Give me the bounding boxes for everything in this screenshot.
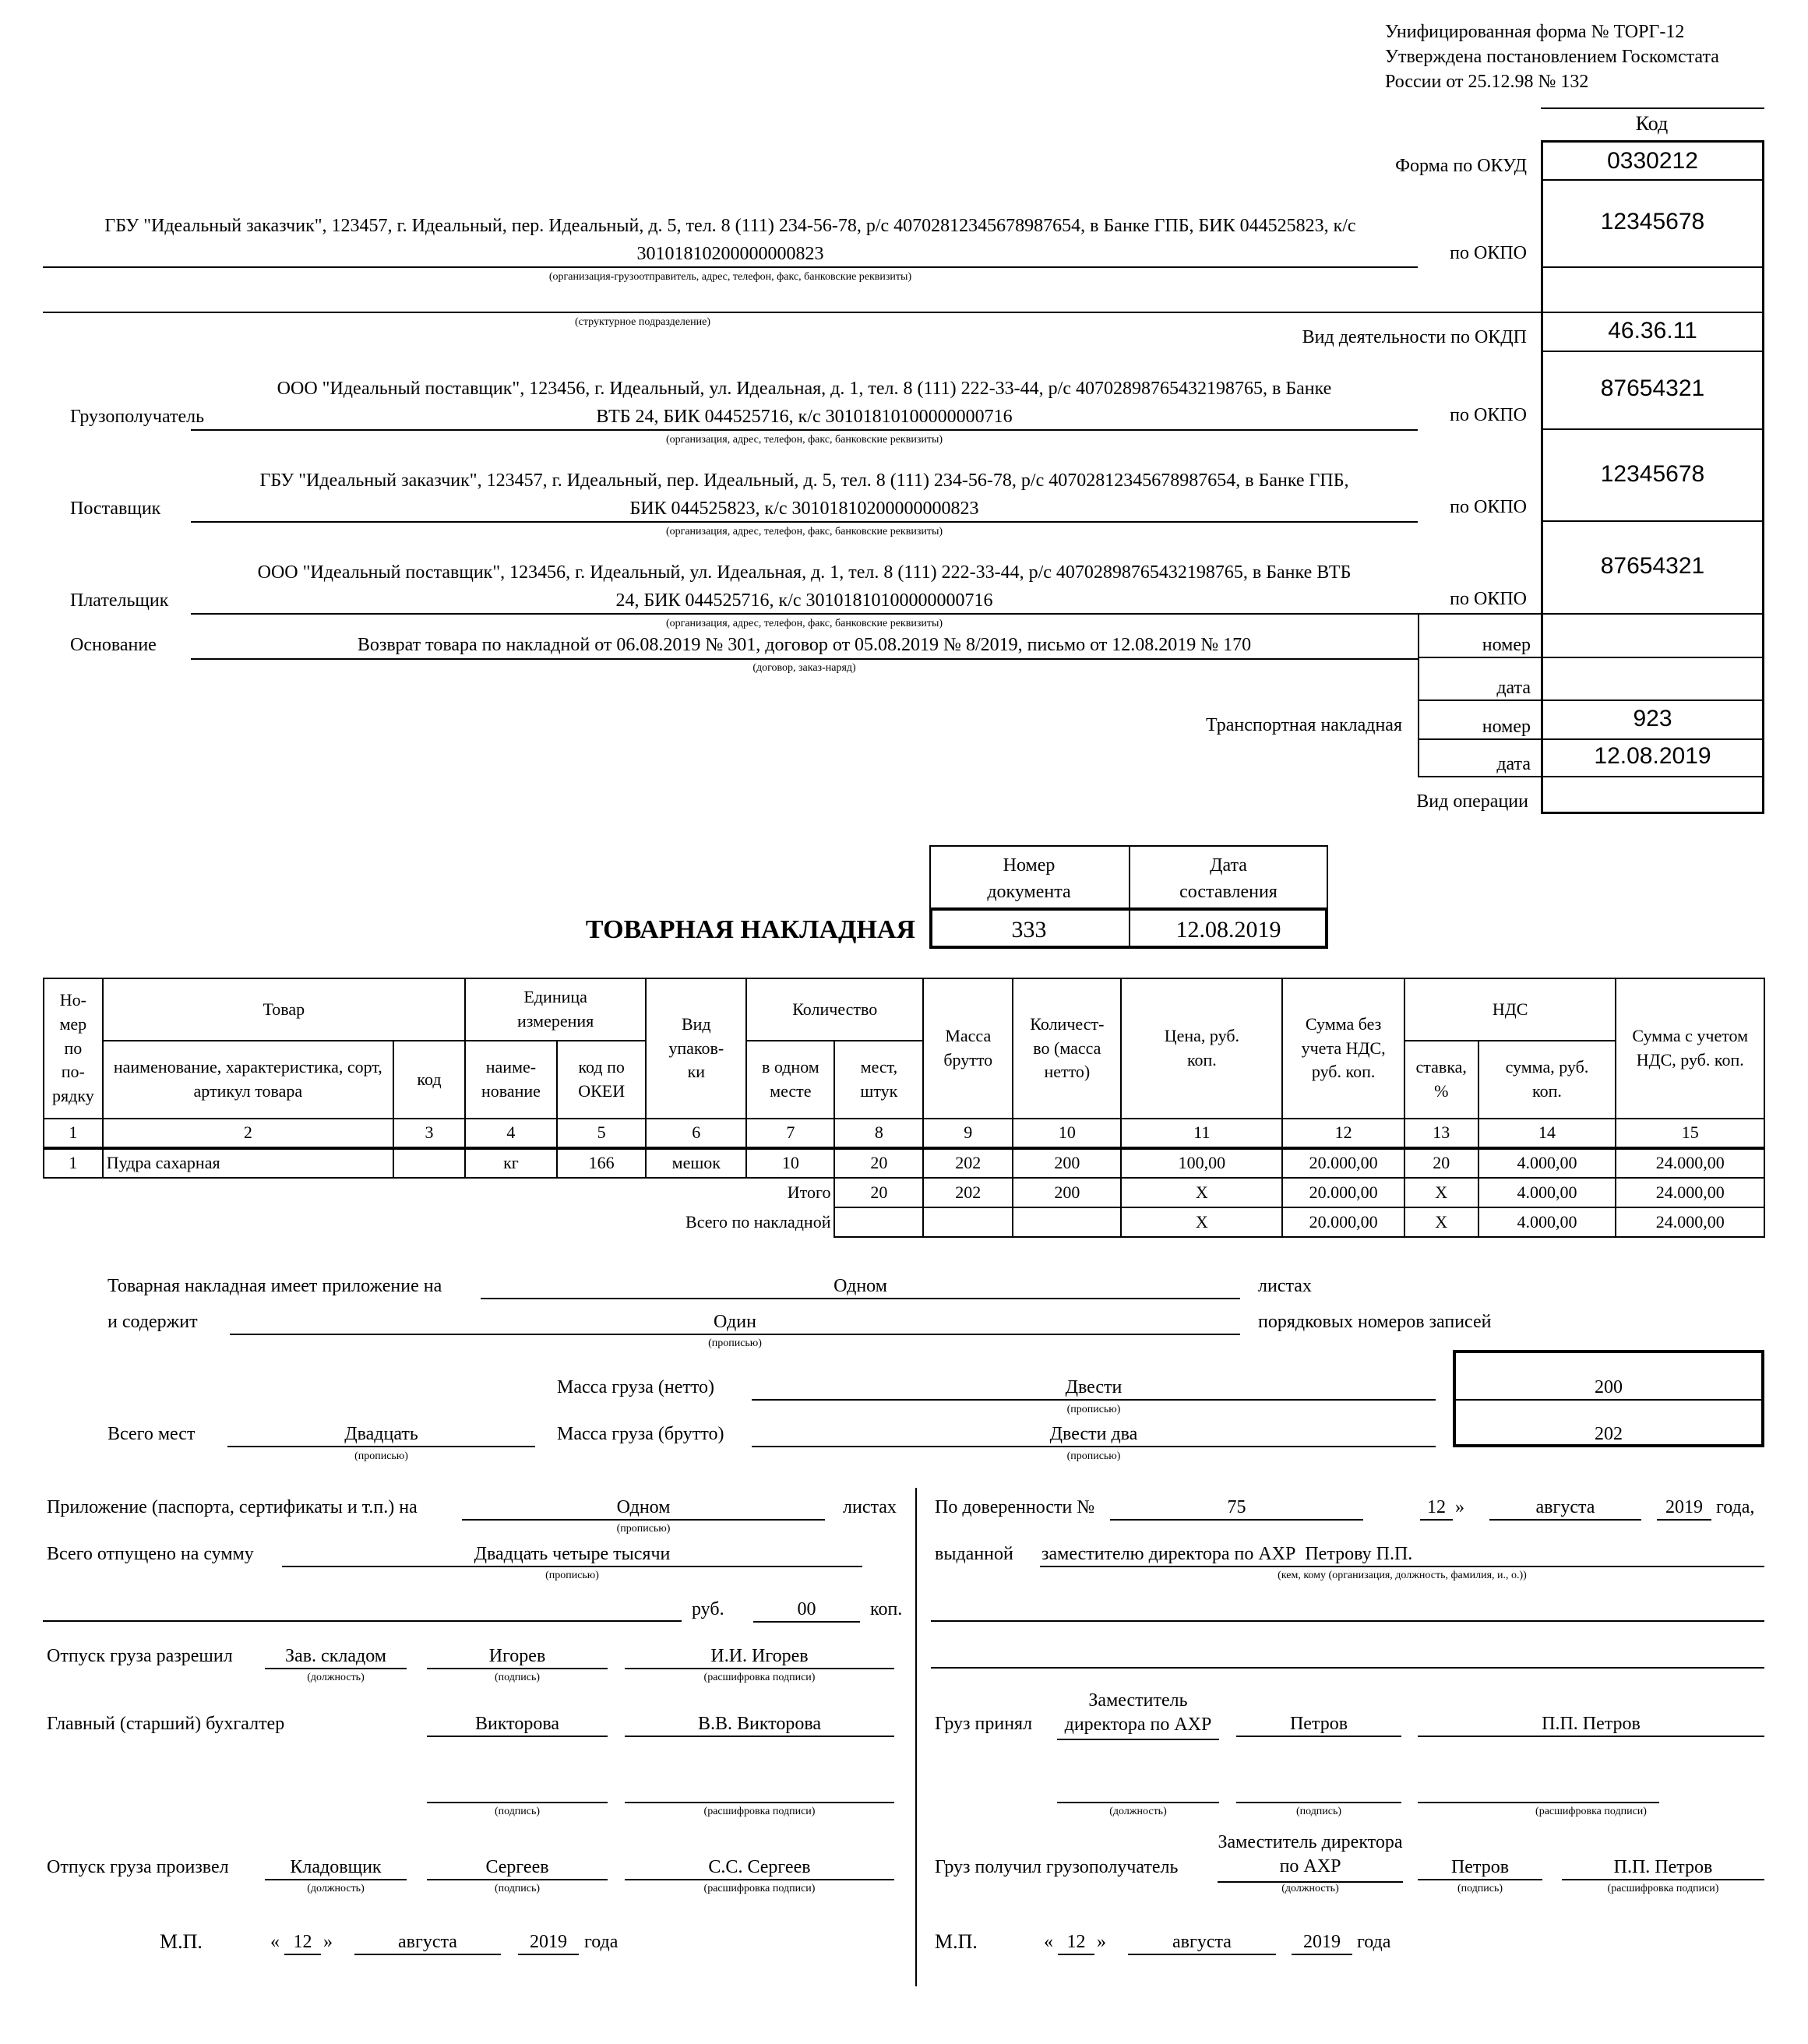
caption-position: (должность) [1109, 1806, 1167, 1817]
accountant-label: Главный (старший) бухгалтер [47, 1714, 285, 1734]
attachment-value: Одном [462, 1497, 825, 1521]
row-packing: мешок [646, 1148, 746, 1178]
supplier-text-2: БИК 044525823, к/с 30101810200000000823 [629, 499, 979, 519]
stamp-place: М.П. [160, 1930, 203, 1953]
itogo-sum: 20.000,00 [1282, 1178, 1404, 1207]
code-divider [1541, 179, 1764, 181]
okpo-consignee-value: 87654321 [1600, 375, 1705, 401]
received-signature: Петров [1418, 1857, 1542, 1880]
okud-value: 0330212 [1607, 148, 1698, 174]
okud-label: Форма по ОКУД [1395, 156, 1527, 176]
payer-line [191, 613, 1418, 615]
code-divider [1541, 776, 1764, 777]
transport-date-label: дата [1496, 754, 1531, 774]
header-number: Но- мер по по- рядку [44, 978, 103, 1119]
okpo-payer-value: 87654321 [1600, 553, 1705, 579]
caption-signature: (подпись) [1295, 1806, 1342, 1817]
accepted-name: П.П. Петров [1418, 1714, 1764, 1737]
signature-divider [915, 1488, 917, 1986]
colnum: 4 [465, 1119, 557, 1148]
transport-label: Транспортная накладная [1206, 715, 1402, 735]
payer-label: Плательщик [70, 590, 169, 611]
code-divider [1541, 700, 1764, 701]
issued-extra-line [931, 1620, 1764, 1622]
gross-mass-caption: (прописью) [1066, 1450, 1121, 1462]
date-month: августа [354, 1932, 501, 1955]
caption-signature: (подпись) [1457, 1883, 1503, 1894]
table-header-row [44, 978, 1764, 1041]
sign-line [427, 1802, 608, 1803]
caption-position: (должность) [1281, 1883, 1339, 1894]
net-mass-words: Двести [752, 1377, 1436, 1401]
rub-label: руб. [692, 1599, 724, 1619]
okpo-label: по ОКПО [1450, 243, 1527, 263]
okpo-label: по ОКПО [1450, 589, 1527, 609]
net-mass-label: Масса груза (нетто) [557, 1377, 715, 1397]
code-divider [1541, 312, 1764, 313]
made-position: Кладовщик [265, 1857, 407, 1880]
okpo-label: по ОКПО [1450, 497, 1527, 517]
kop-label: коп. [870, 1599, 903, 1619]
mass-box-divider [1453, 1399, 1764, 1401]
itogo-total: 24.000,00 [1616, 1178, 1764, 1207]
caption-signature: (подпись) [494, 1672, 541, 1683]
vsego-label: Всего по накладной [685, 1211, 831, 1232]
code-divider [1541, 351, 1764, 352]
shipper-text-1: ГБУ "Идеальный заказчик", 123457, г. Идеальный, пер. Идеальный, д. 5, тел. 8 (111) 234-56-78, р/с 40702812345678987654, в Банке ГПБ, БИК 044525823, к/с [104, 216, 1356, 236]
received-label: Груз получил грузополучатель [935, 1857, 1179, 1877]
kop-value: 00 [753, 1599, 860, 1623]
header-quantity: Количество [746, 978, 923, 1041]
received-position: Заместитель директора по АХР [1218, 1831, 1403, 1883]
code-divider [1541, 428, 1764, 430]
colnum: 2 [103, 1119, 393, 1148]
transport-number-value: 923 [1633, 706, 1672, 731]
form-header-line2: Утверждена постановлением Госкомстата [1385, 47, 1719, 67]
poa-day: 12 [1420, 1497, 1453, 1521]
row-price: 100,00 [1121, 1148, 1282, 1178]
colnum: 3 [393, 1119, 465, 1148]
code-divider [1541, 738, 1764, 740]
date-day: 12 [1058, 1932, 1094, 1955]
row-vat-rate: 20 [1404, 1148, 1478, 1178]
caption-position: (должность) [307, 1883, 365, 1894]
attachment-sheets: листах [843, 1497, 897, 1517]
header-okei: код по ОКЕИ [557, 1041, 646, 1119]
colnum: 1 [44, 1119, 103, 1148]
sign-line [1418, 1802, 1659, 1803]
basis-line [191, 658, 1418, 660]
row-name: Пудра сахарная [103, 1148, 393, 1178]
issued-value: заместителю директора по АХР Петрову П.П. [1040, 1544, 1764, 1567]
allowed-name: И.И. Игорев [625, 1646, 894, 1669]
row-net: 200 [1013, 1148, 1121, 1178]
colnum: 5 [557, 1119, 646, 1148]
allowed-position: Зав. складом [265, 1646, 407, 1669]
caption-decode: (расшифровка подписи) [703, 1672, 816, 1683]
header-packing: Вид упаков- ки [646, 978, 746, 1119]
okdp-label: Вид деятельности по ОКДП [1302, 327, 1527, 347]
shipper-line [43, 266, 1418, 268]
gross-mass-number: 202 [1595, 1424, 1623, 1444]
doc-number-header: Номер документа [987, 855, 1071, 902]
appendix-value: Одном [481, 1276, 1240, 1299]
contains-caption: (прописью) [708, 1337, 762, 1349]
goods-table [43, 978, 1765, 1238]
doc-date-header: Дата составления [1179, 855, 1278, 902]
caption-decode: (расшифровка подписи) [703, 1883, 816, 1894]
header-vat-rate: ставка, % [1404, 1041, 1478, 1119]
itogo-row [44, 1178, 1764, 1207]
attachment-caption: (прописью) [616, 1523, 671, 1535]
attachment-label: Приложение (паспорта, сертификаты и т.п.) на [47, 1497, 418, 1517]
vsego-vat-sum: 4.000,00 [1478, 1207, 1616, 1237]
poa-number: 75 [1110, 1497, 1363, 1521]
gross-mass-words: Двести два [752, 1424, 1436, 1447]
column-numbers-row [44, 1119, 1764, 1148]
stamp-place: М.П. [935, 1930, 978, 1953]
shipper-text-2: 30101810200000000823 [636, 244, 824, 264]
vsego-sum: 20.000,00 [1282, 1207, 1404, 1237]
date-year-label: года [584, 1932, 619, 1952]
subbox-divider [1418, 657, 1542, 658]
allowed-label: Отпуск груза разрешил [47, 1646, 233, 1666]
itogo-gross: 202 [923, 1178, 1013, 1207]
colnum: 7 [746, 1119, 834, 1148]
itogo-vat-rate: X [1404, 1178, 1478, 1207]
vsego-price: X [1121, 1207, 1282, 1237]
places-label: Всего мест [107, 1424, 196, 1444]
sign-line [1057, 1802, 1219, 1803]
consignee-line [191, 429, 1418, 431]
row-qty-places: 20 [834, 1148, 923, 1178]
vsego-gross [923, 1207, 1013, 1237]
supplier-caption: (организация, адрес, телефон, факс, банковские реквизиты) [665, 526, 943, 537]
gross-mass-label: Масса груза (брутто) [557, 1424, 724, 1444]
vsego-row [44, 1207, 1764, 1237]
basis-caption: (договор, заказ-наряд) [752, 662, 856, 674]
colnum: 8 [834, 1119, 923, 1148]
code-title: Код [1635, 112, 1669, 135]
payer-text-1: ООО "Идеальный поставщик", 123456, г. Идеальный, ул. Идеальная, д. 1, тел. 8 (111) 222-33-44, р/с 40702898765432198765, в Банке ВТБ [257, 562, 1352, 583]
date-year: 2019 [1292, 1932, 1352, 1955]
net-mass-number: 200 [1595, 1377, 1623, 1397]
itogo-places: 20 [834, 1178, 923, 1207]
appendix-sheets: листах [1258, 1276, 1312, 1296]
date-month: августа [1128, 1932, 1276, 1955]
itogo-label: Итого [787, 1182, 831, 1203]
itogo-vat-sum: 4.000,00 [1478, 1178, 1616, 1207]
poa-year: 2019 [1657, 1497, 1711, 1521]
sign-line [625, 1802, 894, 1803]
net-mass-caption: (прописью) [1066, 1404, 1121, 1415]
poa-label: По доверенности № [935, 1497, 1095, 1517]
table-subheader-row [44, 1041, 1764, 1119]
accountant-name: В.В. Викторова [625, 1714, 894, 1737]
consignee-text-1: ООО "Идеальный поставщик", 123456, г. Идеальный, ул. Идеальная, д. 1, тел. 8 (111) 222-33-44, р/с 40702898765432198765, в Банке [277, 379, 1332, 399]
consignee-text-2: ВТБ 24, БИК 044525716, к/с 30101810100000000716 [596, 407, 1013, 427]
basis-number-label: номер [1482, 635, 1531, 655]
caption-signature: (подпись) [494, 1883, 541, 1894]
accepted-position: Заместитель директора по АХР [1057, 1689, 1219, 1740]
caption-position: (должность) [307, 1672, 365, 1683]
header-unit: Единица измерения [465, 978, 646, 1041]
transport-number-label: номер [1482, 717, 1531, 737]
header-gross: Масса брутто [923, 978, 1013, 1119]
row-okei: 166 [557, 1148, 646, 1178]
colnum: 10 [1013, 1119, 1121, 1148]
division-caption: (структурное подразделение) [574, 316, 710, 328]
contains-label: и содержит [107, 1312, 198, 1332]
accepted-label: Груз принял [935, 1714, 1033, 1734]
issued-label: выданной [935, 1544, 1013, 1564]
caption-decode: (расшифровка подписи) [1535, 1806, 1647, 1817]
caption-decode: (расшифровка подписи) [1607, 1883, 1719, 1894]
vsego-vat-rate: X [1404, 1207, 1478, 1237]
form-header-line3: России от 25.12.98 № 132 [1385, 72, 1589, 92]
issued-caption: (кем, кому (организация, должность, фамилия, и., о.)) [1278, 1570, 1527, 1581]
basis-label: Основание [70, 635, 157, 655]
accountant-signature: Викторова [427, 1714, 608, 1737]
header-unit-name: наиме- нование [465, 1041, 557, 1119]
header-sum-novat: Сумма без учета НДС, руб. коп. [1282, 978, 1404, 1119]
supplier-line [191, 521, 1418, 523]
colnum: 11 [1121, 1119, 1282, 1148]
header-qty-one: в одном месте [746, 1041, 834, 1119]
row-gross: 202 [923, 1148, 1013, 1178]
payer-text-2: 24, БИК 044525716, к/с 30101810100000000716 [615, 590, 993, 611]
colnum: 12 [1282, 1119, 1404, 1148]
okdp-value: 46.36.11 [1608, 318, 1697, 344]
okpo-shipper-value: 12345678 [1600, 209, 1705, 234]
issued-extra-line [931, 1667, 1764, 1669]
subbox-divider [1418, 738, 1542, 740]
itogo-price: X [1121, 1178, 1282, 1207]
code-divider [1541, 520, 1764, 522]
allowed-signature: Игорев [427, 1646, 608, 1669]
operation-label: Вид операции [1416, 791, 1528, 812]
header-vat-sum: сумма, руб. коп. [1478, 1041, 1616, 1119]
caption-decode: (расшифровка подписи) [703, 1806, 816, 1817]
places-value: Двадцать [227, 1424, 535, 1447]
made-name: С.С. Сергеев [625, 1857, 894, 1880]
row-unit: кг [465, 1148, 557, 1178]
code-divider [1541, 613, 1764, 615]
header-goods: Товар [103, 978, 465, 1041]
supplier-text-1: ГБУ "Идеальный заказчик", 123457, г. Идеальный, пер. Идеальный, д. 5, тел. 8 (111) 234-56-78, р/с 40702812345678987654, в Банке ГПБ, [259, 470, 1349, 491]
code-divider [1541, 657, 1764, 658]
division-line [43, 312, 1541, 313]
row-sum: 20.000,00 [1282, 1148, 1404, 1178]
header-vat: НДС [1404, 978, 1616, 1041]
code-top-line [1541, 107, 1764, 109]
doc-number: 333 [1011, 917, 1047, 943]
row-qty-one: 10 [746, 1148, 834, 1178]
date-year-label: года [1357, 1932, 1391, 1952]
row-vat-sum: 4.000,00 [1478, 1148, 1616, 1178]
poa-month: августа [1489, 1497, 1641, 1521]
payer-caption: (организация, адрес, телефон, факс, банковские реквизиты) [665, 618, 943, 629]
header-net: Количест- во (масса нетто) [1013, 978, 1121, 1119]
accepted-signature: Петров [1236, 1714, 1401, 1737]
rub-line [43, 1620, 682, 1622]
contains-records: порядковых номеров записей [1258, 1312, 1492, 1332]
basis-date-label: дата [1496, 678, 1531, 698]
received-name: П.П. Петров [1562, 1857, 1764, 1880]
colnum: 14 [1478, 1119, 1616, 1148]
date-day: 12 [284, 1932, 321, 1955]
appendix-label: Товарная накладная имеет приложение на [107, 1276, 442, 1296]
basis-text: Возврат товара по накладной от 06.08.2019 № 301, договор от 05.08.2019 № 8/2019, письмо от 12.08.2019 № 170 [357, 635, 1252, 655]
header-price: Цена, руб. коп. [1121, 978, 1282, 1119]
vsego-places [834, 1207, 923, 1237]
row-total: 24.000,00 [1616, 1148, 1764, 1178]
poa-year-label: года, [1716, 1497, 1755, 1517]
table-row [44, 1148, 1764, 1178]
doc-title: ТОВАРНАЯ НАКЛАДНАЯ [585, 915, 915, 944]
released-sum-label: Всего отпущено на сумму [47, 1544, 254, 1564]
okpo-label: по ОКПО [1450, 405, 1527, 425]
form-header-line1: Унифицированная форма № ТОРГ-12 [1385, 22, 1685, 42]
colnum: 9 [923, 1119, 1013, 1148]
okpo-supplier-value: 12345678 [1600, 461, 1705, 487]
shipper-caption: (организация-грузоотправитель, адрес, телефон, факс, банковские реквизиты) [548, 271, 912, 283]
header-qty-places: мест, штук [834, 1041, 923, 1119]
code-divider [1541, 266, 1764, 268]
supplier-label: Поставщик [70, 499, 161, 519]
header-name: наименование, характеристика, сорт, артикул товара [103, 1041, 393, 1119]
made-label: Отпуск груза произвел [47, 1857, 229, 1877]
sign-line [1236, 1802, 1401, 1803]
row-code [393, 1148, 465, 1178]
header-code: код [393, 1041, 465, 1119]
header-total: Сумма с учетом НДС, руб. коп. [1616, 978, 1764, 1119]
caption-signature: (подпись) [494, 1806, 541, 1817]
itogo-net: 200 [1013, 1178, 1121, 1207]
doc-date: 12.08.2019 [1175, 917, 1281, 943]
date-year: 2019 [518, 1932, 579, 1955]
colnum: 15 [1616, 1119, 1764, 1148]
released-sum-value: Двадцать четыре тысячи [282, 1544, 862, 1567]
transport-date-value: 12.08.2019 [1594, 743, 1711, 769]
vsego-total: 24.000,00 [1616, 1207, 1764, 1237]
contains-value: Один [230, 1312, 1240, 1335]
colnum: 13 [1404, 1119, 1478, 1148]
colnum: 6 [646, 1119, 746, 1148]
vsego-net [1013, 1207, 1121, 1237]
consignee-caption: (организация, адрес, телефон, факс, банковские реквизиты) [665, 434, 943, 446]
made-signature: Сергеев [427, 1857, 608, 1880]
consignee-label: Грузополучатель [70, 407, 205, 427]
places-caption: (прописью) [354, 1450, 408, 1462]
subbox-divider [1418, 700, 1542, 701]
row-number: 1 [44, 1148, 103, 1178]
released-sum-caption: (прописью) [545, 1570, 599, 1581]
